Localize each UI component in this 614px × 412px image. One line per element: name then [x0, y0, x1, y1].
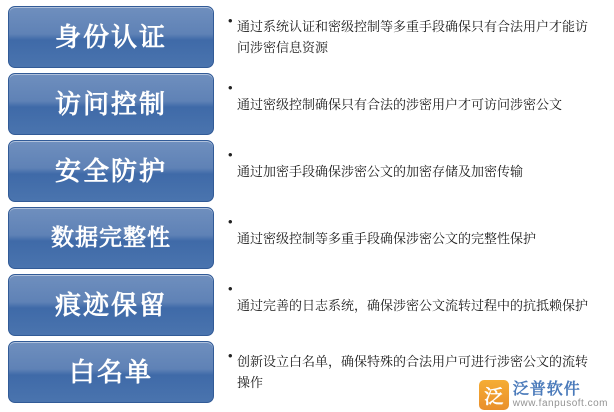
row-description-text: 通过加密手段确保涉密公文的加密存储及加密传输 [237, 163, 524, 179]
row-label-cell[interactable] [8, 274, 214, 336]
row-description-cell [214, 207, 606, 269]
row-label-cell[interactable] [8, 6, 214, 68]
row-description-cell [214, 140, 606, 202]
bullet-icon: • [228, 348, 233, 363]
row-description-text: 通过密级控制等多重手段确保涉密公文的完整性保护 [237, 230, 537, 246]
diagram-row [8, 274, 606, 336]
bullet-icon: • [228, 147, 233, 162]
row-label-text: 身份认证 [54, 21, 167, 52]
row-description-text: 通过密级控制确保只有合法的涉密用户才可访问涉密公文 [237, 96, 563, 112]
watermark-company-name: 泛普软件 [512, 380, 581, 398]
diagram-row [8, 6, 606, 68]
row-description-cell [214, 73, 606, 135]
row-label-text: 数据完整性 [51, 224, 171, 251]
row-description-text: 通过系统认证和密级控制等多重手段确保只有合法用户才能访问涉密信息资源 [237, 19, 589, 55]
row-label-cell[interactable] [8, 140, 214, 202]
row-description-cell [214, 6, 606, 68]
diagram-row [8, 341, 606, 403]
bullet-icon: • [228, 281, 233, 296]
bullet-icon: • [228, 80, 233, 95]
row-description-text: 通过完善的日志系统，确保涉密公文流转过程中的抗抵赖保护 [237, 297, 589, 313]
bullet-icon: • [228, 214, 233, 229]
row-label-text: 安全防护 [54, 155, 167, 186]
row-label-text: 白名单 [68, 356, 153, 387]
row-label-cell[interactable] [8, 207, 214, 269]
diagram-row [8, 207, 606, 269]
row-label-text: 痕迹保留 [54, 289, 167, 320]
diagram-row [8, 140, 606, 202]
watermark-url: www.fanpusoft.com [512, 397, 608, 409]
bullet-icon: • [228, 13, 233, 28]
row-description-text: 创新设立白名单，确保特殊的合法用户可进行涉密公文的流转操作 [237, 354, 589, 390]
row-label-cell[interactable] [8, 73, 214, 135]
row-description-cell [214, 274, 606, 336]
row-description-cell [214, 341, 606, 403]
diagram-row [8, 73, 606, 135]
row-label-text: 访问控制 [54, 88, 167, 119]
row-label-cell[interactable] [8, 341, 214, 403]
company-logo-icon: 泛 [479, 380, 509, 410]
